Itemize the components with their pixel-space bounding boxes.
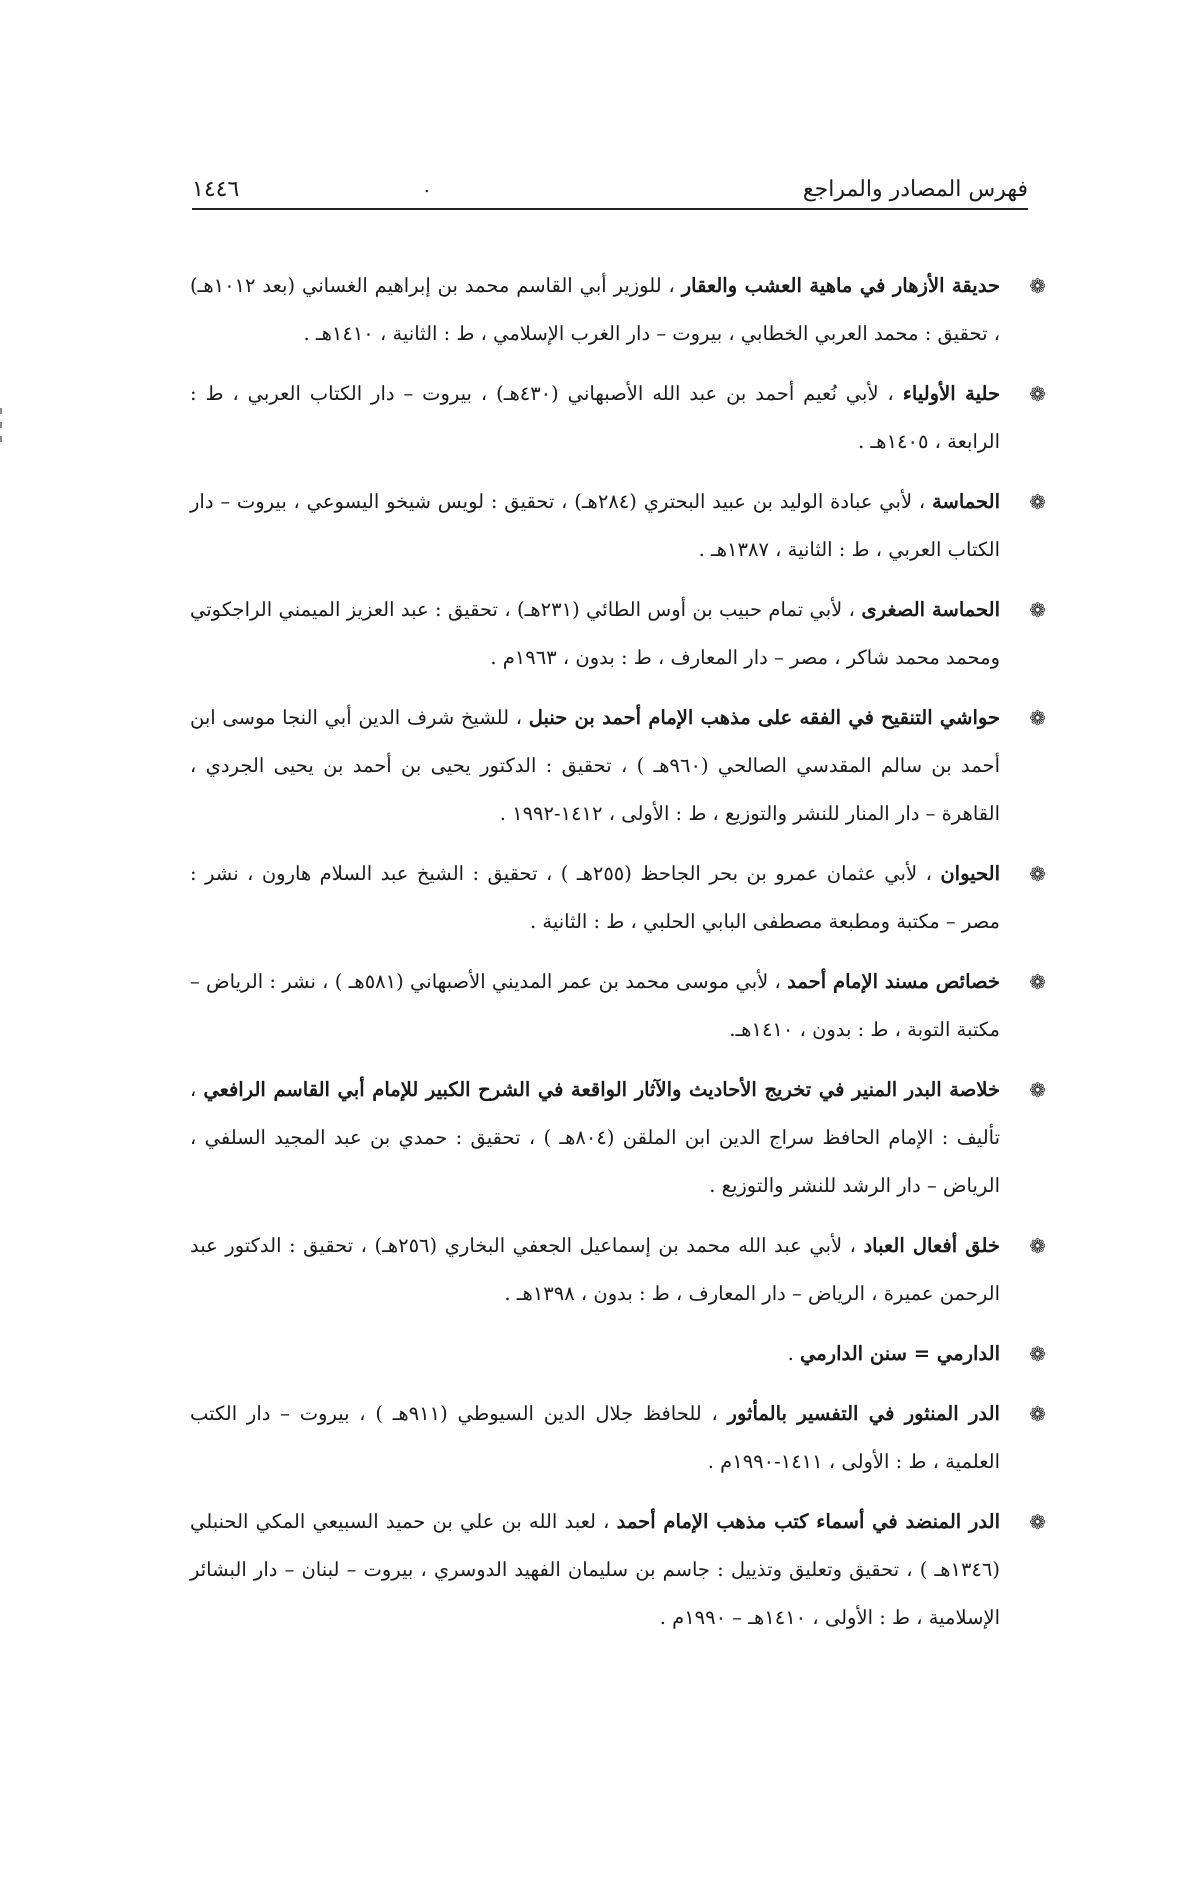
running-header — [192, 168, 1028, 210]
entry-text — [190, 694, 1012, 838]
list-item — [190, 1222, 1046, 1318]
list-item — [190, 850, 1046, 946]
entry-title: خلاصة البدر المنير في تخريج الأحاديث والآثار الواقعة في الشرح الكبير للإمام أبي القاسم الرافعي — [203, 1078, 1001, 1101]
list-item — [190, 1330, 1046, 1378]
flower-bullet-icon: ❁ — [1029, 1342, 1046, 1366]
bibliography-list — [190, 262, 1046, 1654]
entry-text — [190, 1330, 1012, 1378]
header-title: فهرس المصادر والمراجع — [802, 177, 1028, 202]
entry-title: خصائص مسند الإمام أحمد — [787, 970, 1001, 993]
entry-details: ، للوزير أبي القاسم محمد بن إبراهيم الغساني (بعد ١٠١٢هـ) ، تحقيق : محمد العربي الخطابي ، بيروت – دار الغرب الإسلامي ، ط : الثانية ، ١٤١٠هـ . — [190, 274, 1000, 345]
flower-bullet-icon: ❁ — [1029, 1510, 1046, 1534]
entry-text — [190, 850, 1012, 946]
entry-title: الدر المنثور في التفسير بالمأثور — [727, 1402, 1000, 1425]
flower-bullet-icon: ❁ — [1029, 1234, 1046, 1258]
scan-margin-marks — [0, 400, 4, 480]
flower-bullet-icon: ❁ — [1029, 706, 1046, 730]
list-item — [190, 478, 1046, 574]
entry-title: حلية الأولياء — [902, 382, 1001, 405]
entry-title: خلق أفعال العباد — [863, 1234, 1000, 1257]
entry-text — [190, 1498, 1012, 1642]
list-item — [190, 1498, 1046, 1642]
flower-bullet-icon: ❁ — [1029, 970, 1046, 994]
flower-bullet-icon: ❁ — [1029, 382, 1046, 406]
entry-text — [190, 958, 1012, 1054]
entry-details: ، لأبي تمام حبيب بن أوس الطائي (٢٣١هـ) ، تحقيق : عبد العزيز الميمني الراجكوتي ومحمد محمد شاكر ، مصر – دار المعارف ، ط : بدون ، ١٩٦٣م . — [190, 598, 1000, 669]
entry-title: الحيوان — [940, 862, 1000, 885]
entry-details: ، لأبي عثمان عمرو بن بحر الجاحظ (٢٥٥هـ ) ، تحقيق : الشيخ عبد السلام هارون ، نشر : مصر – مكتبة ومطبعة مصطفى البابي الحلبي ، ط : الثانية . — [190, 862, 1000, 933]
list-item — [190, 1066, 1046, 1210]
entry-title: حواشي التنقيح في الفقه على مذهب الإمام أحمد بن حنبل — [528, 706, 1001, 729]
flower-bullet-icon: ❁ — [1029, 1078, 1046, 1102]
entry-title: الدر المنضد في أسماء كتب مذهب الإمام أحمد — [616, 1510, 1000, 1533]
entry-text — [190, 1390, 1012, 1486]
flower-bullet-icon: ❁ — [1029, 274, 1046, 298]
entry-title: الدارمي = سنن الدارمي — [799, 1342, 1000, 1365]
list-item — [190, 370, 1046, 466]
page-number: ١٤٤٦ — [192, 177, 240, 202]
entry-title: حديقة الأزهار في ماهية العشب والعقار — [681, 274, 1000, 297]
entry-title: الحماسة الصغرى — [861, 598, 1000, 621]
entry-details: ، تأليف : الإمام الحافظ سراج الدين ابن الملقن (٨٠٤هـ ) ، تحقيق : حمدي بن عبد المجيد السلفي ، الرياض – دار الرشد للنشر والتوزيع . — [190, 1078, 1000, 1197]
header-dot: . — [424, 176, 430, 197]
list-item — [190, 694, 1046, 838]
entry-text — [190, 586, 1012, 682]
entry-text — [190, 370, 1012, 466]
entry-text — [190, 1222, 1012, 1318]
entry-title: الحماسة — [932, 490, 1000, 513]
entry-text — [190, 1066, 1012, 1210]
entry-details: ، لأبي موسى محمد بن عمر المديني الأصبهاني (٥٨١هـ ) ، نشر : الرياض – مكتبة التوبة ، ط : بدون ، ١٤١٠هـ. — [190, 970, 1000, 1041]
entry-details: ، لأبي نُعيم أحمد بن عبد الله الأصبهاني (٤٣٠هـ) ، بيروت – دار الكتاب العربي ، ط : الرابعة ، ١٤٠٥هـ . — [190, 382, 1000, 453]
entry-details: . — [787, 1342, 794, 1365]
list-item — [190, 958, 1046, 1054]
entry-details: ، للشيخ شرف الدين أبي النجا موسى ابن أحمد بن سالم المقدسي الصالحي (٩٦٠هـ ) ، تحقيق : الدكتور يحيى بن أحمد بن يحيى الجردي ، القاهرة – دار المنار للنشر والتوزيع ، ط : الأولى ، ١٤١٢-١٩٩٢ . — [190, 706, 1000, 825]
flower-bullet-icon: ❁ — [1029, 598, 1046, 622]
list-item — [190, 262, 1046, 358]
entry-text — [190, 262, 1012, 358]
entry-details: ، لأبي عبد الله محمد بن إسماعيل الجعفي البخاري (٢٥٦هـ) ، تحقيق : الدكتور عبد الرحمن عميرة ، الرياض – دار المعارف ، ط : بدون ، ١٣٩٨هـ . — [190, 1234, 1000, 1305]
entry-details: ، لعبد الله بن علي بن حميد السبيعي المكي الحنبلي (١٣٤٦هـ ) ، تحقيق وتعليق وتذييل : جاسم بن سليمان الفهيد الدوسري ، بيروت – لبنان – دار البشائر الإسلامية ، ط : الأولى ، ١٤١٠هـ – ١٩٩٠م . — [190, 1510, 1000, 1629]
entry-details: ، لأبي عبادة الوليد بن عبيد البحتري (٢٨٤هـ) ، تحقيق : لويس شيخو اليسوعي ، بيروت – دار الكتاب العربي ، ط : الثانية ، ١٣٨٧هـ . — [190, 490, 1000, 561]
entry-details: ، للحافظ جلال الدين السيوطي (٩١١هـ ) ، بيروت – دار الكتب العلمية ، ط : الأولى ، ١٤١١-١٩٩٠م . — [190, 1402, 1000, 1473]
flower-bullet-icon: ❁ — [1029, 862, 1046, 886]
list-item — [190, 1390, 1046, 1486]
flower-bullet-icon: ❁ — [1029, 490, 1046, 514]
flower-bullet-icon: ❁ — [1029, 1402, 1046, 1426]
list-item — [190, 586, 1046, 682]
entry-text — [190, 478, 1012, 574]
